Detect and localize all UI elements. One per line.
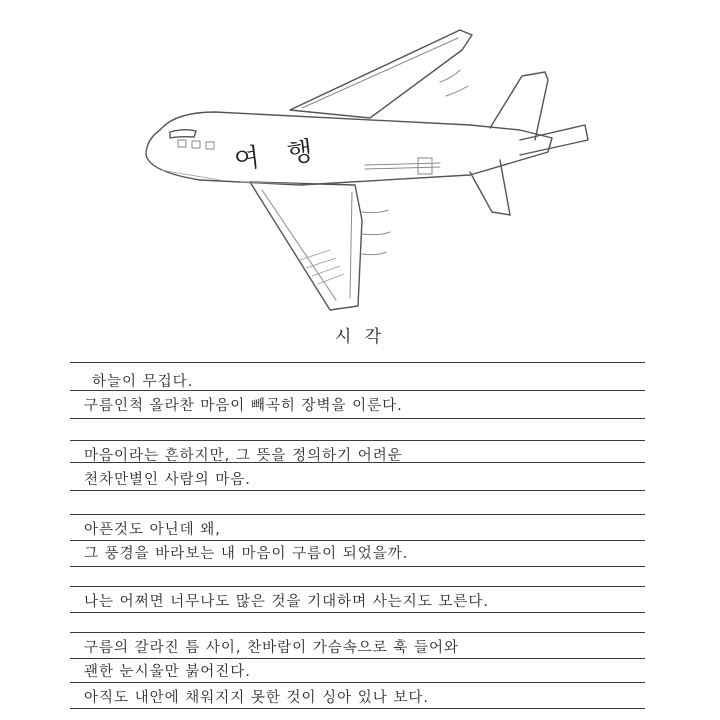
poem-line: 천차만별인 사람의 마음. — [84, 472, 251, 488]
ruled-line — [70, 586, 645, 587]
ruled-line — [70, 566, 645, 567]
ruled-line — [70, 514, 645, 515]
airplane-livery-text: 여 행 — [232, 135, 325, 176]
poem-line: 그 풍경을 바라보는 내 마음이 구름이 되었을까. — [84, 546, 409, 562]
ruled-line — [70, 540, 645, 541]
airplane-illustration — [0, 0, 720, 320]
poem-line: 나는 어쩌면 너무나도 많은 것을 기대하며 사는지도 모른다. — [84, 594, 490, 610]
poem-line: 마음이라는 흔하지만, 그 뜻을 정의하기 어려운 — [84, 448, 403, 464]
ruled-line — [70, 418, 645, 419]
ruled-line — [70, 682, 645, 683]
poem-line: 아직도 내안에 채워지지 못한 것이 싱아 있나 보다. — [84, 690, 430, 706]
poem-line: 괜한 눈시울만 붉어진다. — [84, 664, 251, 680]
poem-title: 시 각 — [334, 327, 386, 347]
ruled-line — [70, 708, 645, 709]
poem-line: 하늘이 무겁다. — [92, 374, 194, 390]
ruled-line — [70, 612, 645, 613]
poem-line: 구름의 갈라진 틈 사이, 찬바람이 가슴속으로 훅 들어와 — [84, 640, 460, 656]
ruled-line — [70, 632, 645, 633]
ruled-line — [70, 658, 645, 659]
poem-line: 구름인척 올라찬 마음이 빼곡히 장벽을 이룬다. — [84, 398, 403, 414]
ruled-line — [70, 490, 645, 491]
ruled-line — [70, 362, 645, 363]
ruled-line — [70, 440, 645, 441]
poem-line: 아픈것도 아닌데 왜, — [84, 522, 221, 538]
